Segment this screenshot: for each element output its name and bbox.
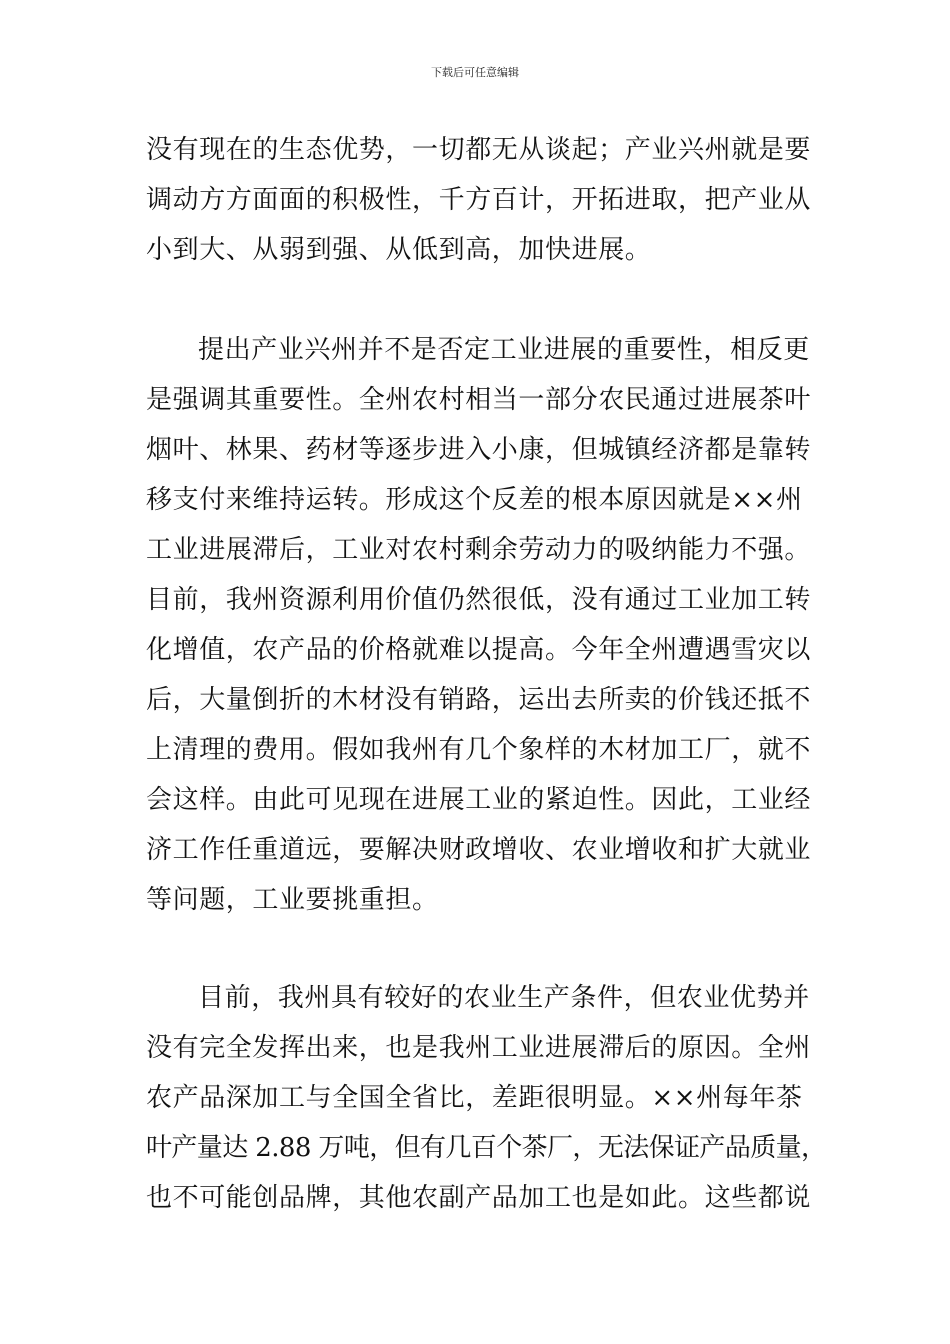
text-line: 工业进展滞后，工业对农村剩余劳动力的吸纳能力不强。 bbox=[146, 535, 812, 565]
text-line: 没有完全发挥出来，也是我州工业进展滞后的原因。全州 bbox=[146, 1033, 812, 1063]
text-line: 目前，我州资源利用价值仍然很低，没有通过工业加工转 bbox=[146, 585, 812, 615]
text-line: 上清理的费用。假如我州有几个象样的木材加工厂，就不 bbox=[146, 735, 812, 765]
text-line: 调动方方面面的积极性，千方百计，开拓进取，把产业从 bbox=[146, 185, 812, 215]
text-line: 是强调其重要性。全州农村相当一部分农民通过进展茶叶 bbox=[146, 385, 812, 415]
text-line: 没有现在的生态优势，一切都无从谈起；产业兴州就是要 bbox=[146, 135, 812, 165]
text-line: 目前，我州具有较好的农业生产条件，但农业优势并 bbox=[198, 983, 810, 1013]
text-line: 后，大量倒折的木材没有销路，运出去所卖的价钱还抵不 bbox=[146, 685, 812, 715]
text-line: 移支付来维持运转。形成这个反差的根本原因就是××州 bbox=[146, 485, 803, 515]
text-line: 化增值，农产品的价格就难以提高。今年全州遭遇雪灾以 bbox=[146, 635, 812, 665]
text-line: 济工作任重道远，要解决财政增收、农业增收和扩大就业 bbox=[146, 835, 812, 865]
text-line: 会这样。由此可见现在进展工业的紧迫性。因此，工业经 bbox=[146, 785, 812, 815]
text-line: 提出产业兴州并不是否定工业进展的重要性，相反更 bbox=[198, 335, 810, 365]
text-line: 叶产量达 2.88 万吨，但有几百个茶厂，无法保证产品质量， bbox=[146, 1133, 827, 1163]
page-header: 下载后可任意编辑 bbox=[431, 66, 519, 79]
text-line: 农产品深加工与全国全省比，差距很明显。××州每年茶 bbox=[146, 1083, 803, 1113]
text-line: 等问题，工业要挑重担。 bbox=[146, 885, 439, 915]
text-line: 烟叶、林果、药材等逐步进入小康，但城镇经济都是靠转 bbox=[146, 435, 812, 465]
text-line: 小到大、从弱到强、从低到高，加快进展。 bbox=[146, 235, 652, 265]
text-line: 也不可能创品牌，其他农副产品加工也是如此。这些都说 bbox=[146, 1183, 812, 1213]
